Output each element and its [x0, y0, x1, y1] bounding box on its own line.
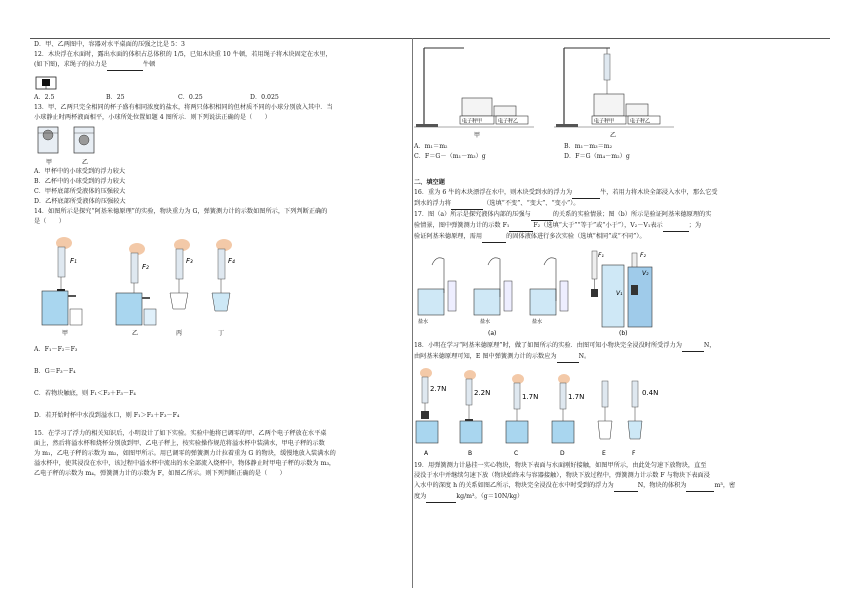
q12-line1: 12．木块浮在水面时，露出水面的体积占总体积的 1/5，已知木块重 10 牛顿，若用绳子将木块固定在水里，	[34, 51, 332, 58]
q12-line2: (如下图)，求绳子的拉力是 牛顿	[34, 60, 402, 71]
reading-B: 2.2N	[474, 389, 491, 397]
setup-yi	[116, 243, 156, 337]
q15-line3: 为 m₁，乙电子秤的示数为 m₂，如图甲所示。用已调零的弹簧测力计拉着重为 G 的物块，缓慢地放入装满水的	[34, 450, 336, 457]
q15-option-d: D．F＝G（m₄－m₂）g	[564, 153, 630, 160]
q15-line5: 乙电子秤的示数为 m₄，弹簧测力计的示数为 F，如图乙所示。则下列判断正确的是（ ）	[34, 470, 286, 477]
figure-a	[418, 258, 568, 337]
q13-option-c: C．甲杯底部所受液体的压强较大	[34, 188, 126, 195]
setup-ding	[212, 239, 235, 337]
label-A: A	[424, 450, 429, 457]
q12-option-a: A．2.5	[34, 94, 55, 101]
label-yi: 乙	[82, 159, 89, 166]
q16-line2: 到水的浮力将 （选填“不变”、“变大”、“变小”）。	[414, 199, 834, 210]
q15-option-a: A．m₁＝m₂	[414, 143, 448, 150]
q15-options-row1	[414, 142, 834, 152]
q19-line1: 19．用弹簧测力计悬挂一实心物块，物块下表面与水面刚好接触，如图甲所示，由此处匀速下放物块，直至	[414, 462, 707, 469]
blank	[614, 481, 638, 492]
q17-line3: 验证阿基米德原理，需用 的固体液体进行多次实验（选填“相同”或“不同”）。	[414, 232, 834, 243]
label-F2: F₂	[640, 252, 646, 259]
q12-option-c: C．0.25	[178, 94, 203, 101]
figure-b	[591, 251, 652, 337]
scale-yi-label: 电子秤乙	[498, 118, 519, 125]
blank	[482, 232, 506, 243]
q13-cups-figure	[34, 123, 124, 167]
cup-jia	[38, 127, 58, 153]
q17-line1: 17．图（a）所示是探究液体内部的压强与 的关系的实验情景；图（b）所示是验证阿基米德原理的实	[414, 210, 834, 221]
label-V2: V₂	[642, 270, 649, 277]
label-ding: 丁	[218, 330, 225, 337]
q15-option-c: C．F＝G－（m₁－m₃）g	[414, 153, 486, 160]
label-B: B	[468, 450, 473, 457]
column-divider	[412, 38, 413, 588]
setup-F	[628, 381, 658, 457]
blank	[107, 60, 143, 71]
q13-line2: 小球静止时两杯液面相平，小球所处位置如题 4 图所示．则下列说法正确的是（ ）	[34, 114, 271, 121]
blank	[572, 188, 600, 199]
label-C: C	[514, 450, 519, 457]
label-jia: 甲	[46, 159, 53, 166]
q19-line3: 入水中的深度 h 的关系如图乙所示，物块完全浸没在水中时受到的浮力为 N，物块的体积为 m³，密	[414, 481, 834, 492]
label-F1: F₁	[70, 257, 77, 265]
label-bing: 丙	[176, 330, 183, 337]
q15-option-b: B．m₁－m₃＝m₂	[564, 143, 613, 150]
page-top-rule	[30, 38, 830, 39]
q15-line4: 溢水杯中，使其浸没在水中，该过程中溢水杯中流出的水全部流入烧杯中，物体静止时甲电子秤的示数为 m₃，	[34, 460, 336, 467]
blank	[531, 210, 553, 221]
q14-line2: 是（ ）	[34, 218, 65, 225]
salt-label-3: 盐水	[532, 319, 543, 325]
blank	[557, 352, 579, 363]
q17-figure	[414, 245, 714, 341]
scale-yi-label: 电子秤乙	[630, 118, 651, 125]
label-F1: F₁	[598, 252, 604, 259]
q14-experiment-figure	[34, 229, 254, 339]
q18-line2: 由阿基米德原理可知，E 图中弹簧测力计的示数应为 N。	[414, 352, 834, 363]
q14-option-b: B．G＝F₃－F₄	[34, 368, 76, 375]
blank	[663, 221, 689, 232]
q13-option-d: D．乙杯底部所受液体的压强较大	[34, 198, 126, 205]
q13-option-a: A．甲杯中的小球受到的浮力较大	[34, 168, 126, 175]
q18-figure	[414, 365, 674, 461]
q16-line1: 16．重为 6 牛的木块漂浮在水中，则木块受到水的浮力为 牛，若用力将木块全部浸入水中，那么它受	[414, 188, 834, 199]
setup-A	[416, 368, 446, 457]
reading-F: 0.4N	[642, 389, 659, 397]
q12-block-figure	[34, 73, 58, 91]
q14-option-c: C．若物块触底，则 F₁＜F₂＋F₃－F₄	[34, 390, 136, 397]
q13-line1: 13．甲、乙两只完全相同的杯子盛有相同浓度的盐水，将两只体积相同的但材质不同的小球分别放入其中．当	[34, 104, 333, 111]
label-F3: F₃	[186, 257, 193, 265]
q14-option-a: A．F₁－F₂＝F₃	[34, 346, 78, 353]
q12-option-d: D．0.025	[250, 94, 279, 101]
left-column	[34, 40, 402, 479]
label-yi: 乙	[610, 132, 617, 139]
label-F4: F₄	[228, 257, 235, 265]
setup-bing	[170, 239, 193, 337]
setup-jia	[414, 48, 534, 139]
blank	[451, 199, 483, 210]
scale-jia-label: 电子秤甲	[594, 118, 615, 125]
scale-jia-label: 电子秤甲	[462, 118, 483, 125]
setup-yi	[554, 48, 674, 139]
label-jia: 甲	[62, 330, 69, 337]
q18-line1: 18．小明在学习“阿基米德原理”时，做了如图所示的实验．由图可知小物块完全浸没时所受浮力为 N，	[414, 341, 834, 352]
salt-label-2: 盐水	[480, 319, 491, 325]
caption-b: (b)	[619, 330, 628, 337]
label-V1: V₁	[616, 290, 623, 297]
label-D: D	[560, 450, 565, 457]
blank	[686, 481, 714, 492]
q15-options-row2	[414, 152, 834, 162]
q12-options	[34, 93, 402, 103]
q19-line2: 浸没于水中并继续匀速下放（物块始终未与容器接触），物块下放过程中，弹簧测力计示数 F 与物块下表面浸	[414, 472, 710, 479]
q15-line1: 15．在学习了浮力的相关知识后，小明设计了如下实验。实验中他将已调零的甲、乙两个电子秤放在水平桌	[34, 430, 327, 437]
blank	[509, 221, 533, 232]
caption-a: (a)	[488, 330, 497, 337]
setup-B	[460, 370, 490, 457]
q14-line1: 14．如图所示是探究“阿基米德原理”的实验，物块重力为 G，弹簧测力计的示数如图所示，下列判断正确的	[34, 208, 328, 215]
setup-D	[552, 374, 584, 457]
q13-option-b: B．乙杯中的小球受到的浮力较大	[34, 178, 126, 185]
q11-option-d: D．甲、乙两图中，容器对水平桌面的压强之比是 5：3	[34, 41, 185, 48]
q12-option-b: B．25	[106, 94, 125, 101]
setup-E	[598, 381, 612, 457]
salt-label-1: 盐水	[418, 319, 429, 325]
label-yi: 乙	[132, 330, 139, 337]
blank	[426, 492, 456, 503]
q14-option-d: D．若开始时杯中水没到溢水口，则 F₁＞F₂＋F₃－F₄	[34, 412, 180, 419]
cup-yi	[74, 127, 94, 153]
reading-C: 1.7N	[522, 393, 539, 401]
label-jia: 甲	[474, 132, 481, 139]
q17-line2: 验情景，图中弹簧测力计的示数 F₁ F₂（选填“大于”“等于”或“小于”），V₂－V₁表示 ；为	[414, 221, 834, 232]
label-F: F	[632, 450, 636, 457]
blank	[682, 341, 704, 352]
reading-A: 2.7N	[430, 385, 447, 393]
q15-line2: 面上，然后将溢水杯和烧杯分别放到甲、乙电子秤上，按实验操作规范将溢水杯中装满水，甲电子秤的示数	[34, 440, 325, 447]
setup-C	[506, 374, 538, 457]
label-E: E	[602, 450, 606, 457]
setup-jia	[42, 237, 82, 337]
reading-D: 1.7N	[568, 393, 585, 401]
label-F2: F₂	[142, 263, 149, 271]
right-column	[414, 40, 834, 503]
q15-scales-figure	[414, 40, 694, 140]
q19-line4: 度为 kg/m³。（g＝10N/kg）	[414, 492, 834, 503]
section-fill-in: 二、填空题	[414, 179, 445, 186]
